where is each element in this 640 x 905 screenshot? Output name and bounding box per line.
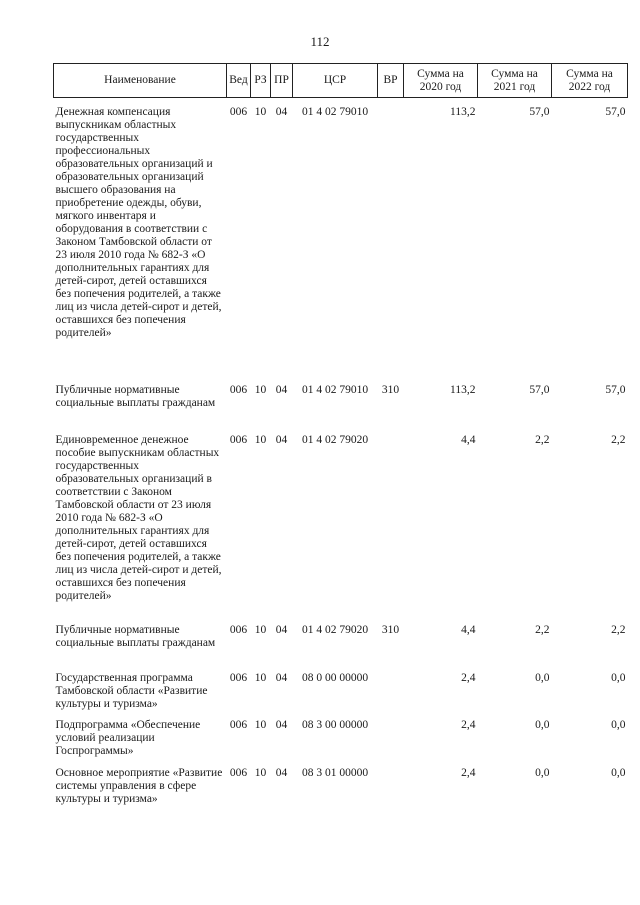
row-vr: 310	[381, 384, 400, 396]
row-name: Единовременное денежное пособие выпускникам областных государственных образовательных организаций в соответствии с Законом Тамбовской области от 23 июля 2010 года № 682-З «О дополнительных гарантиях для детей-сирот, детей оставшихся без попечения родителей, а также лиц из числа детей-сирот и детей, оставшихся без попечения родителей»	[55, 434, 222, 602]
row-pr: 04	[275, 384, 288, 396]
row-ved: 006	[229, 624, 248, 636]
row-sum-2022: 2,2	[611, 434, 626, 446]
row-sum-2021: 57,0	[529, 106, 550, 118]
row-pr: 04	[275, 434, 288, 446]
page-number: 112	[310, 34, 330, 49]
header-ved: Вед	[227, 64, 251, 98]
row-vr	[378, 672, 404, 719]
row-sum-2021: 57,0	[529, 384, 550, 396]
row-sum-2022: 0,0	[611, 767, 626, 779]
row-pr: 04	[275, 767, 288, 779]
row-csr: 01 4 02 79020	[301, 434, 369, 446]
row-sum-2022: 0,0	[611, 672, 626, 684]
row-sum-2022: 2,2	[611, 624, 626, 636]
row-sum-2020: 113,2	[450, 384, 476, 396]
row-csr: 08 3 01 00000	[301, 767, 369, 779]
row-vr	[378, 767, 404, 815]
row-pr: 04	[275, 719, 288, 731]
row-sum-2022: 57,0	[605, 106, 626, 118]
row-pr: 04	[275, 624, 288, 636]
header-sum-2022: Сумма на 2022 год	[552, 64, 628, 98]
row-ved: 006	[229, 434, 248, 446]
row-ved: 006	[229, 384, 248, 396]
table-row	[54, 434, 628, 624]
row-sum-2020: 2,4	[461, 767, 476, 779]
row-rz: 10	[254, 434, 267, 446]
row-ved: 006	[229, 106, 248, 118]
row-rz: 10	[254, 384, 267, 396]
table-row	[54, 106, 628, 384]
table-row	[54, 767, 628, 815]
header-pr: ПР	[271, 64, 293, 98]
row-csr: 01 4 02 79020	[301, 624, 369, 636]
row-sum-2021: 0,0	[535, 767, 550, 779]
row-name: Денежная компенсация выпускникам областных государственных профессиональных образовательных организаций и образовательных организаций высшего образования на приобретение одежды, обуви, мягкого инвентаря и оборудования в соответствии с Законом Тамбовской области от 23 июля 2010 года № 682-З «О дополнительных гарантиях для детей-сирот, детей оставшихся без попечения родителей, а также лиц из числа детей-сирот и детей, оставшихся без попечения родителей»	[55, 106, 222, 339]
row-csr: 08 3 00 00000	[301, 719, 369, 731]
row-rz: 10	[254, 672, 267, 684]
table-row	[54, 384, 628, 434]
row-sum-2020: 4,4	[461, 624, 476, 636]
row-name: Публичные нормативные социальные выплаты гражданам	[55, 384, 216, 409]
row-sum-2022: 57,0	[605, 384, 626, 396]
row-rz: 10	[254, 106, 267, 118]
row-csr: 01 4 02 79010	[301, 106, 369, 118]
row-name: Публичные нормативные социальные выплаты гражданам	[55, 624, 216, 649]
row-rz: 10	[254, 624, 267, 636]
row-vr	[378, 106, 404, 384]
table-row	[54, 719, 628, 767]
header-sum-2021: Сумма на 2021 год	[478, 64, 552, 98]
budget-table	[53, 63, 628, 815]
row-sum-2021: 0,0	[535, 719, 550, 731]
table-row	[54, 672, 628, 719]
row-sum-2020: 4,4	[461, 434, 476, 446]
row-sum-2021: 2,2	[535, 434, 550, 446]
row-rz: 10	[254, 767, 267, 779]
row-vr	[378, 719, 404, 767]
row-sum-2020: 2,4	[461, 672, 476, 684]
header-vr: ВР	[378, 64, 404, 98]
row-csr: 01 4 02 79010	[301, 384, 369, 396]
row-name: Государственная программа Тамбовской области «Развитие культуры и туризма»	[55, 672, 208, 710]
row-name: Основное мероприятие «Развитие системы управления в сфере культуры и туризма»	[55, 767, 223, 805]
header-csr: ЦСР	[293, 64, 378, 98]
header-rz: РЗ	[251, 64, 271, 98]
row-sum-2022: 0,0	[611, 719, 626, 731]
header-sum-2020: Сумма на 2020 год	[404, 64, 478, 98]
row-ved: 006	[229, 767, 248, 779]
row-sum-2021: 0,0	[535, 672, 550, 684]
row-csr: 08 0 00 00000	[301, 672, 369, 684]
row-sum-2020: 113,2	[450, 106, 476, 118]
row-rz: 10	[254, 719, 267, 731]
row-name: Подпрограмма «Обеспечение условий реализации Госпрограммы»	[55, 719, 201, 757]
row-vr: 310	[381, 624, 400, 636]
row-sum-2020: 2,4	[461, 719, 476, 731]
row-sum-2021: 2,2	[535, 624, 550, 636]
row-vr	[378, 434, 404, 624]
table-header-row	[54, 64, 628, 98]
header-name: Наименование	[54, 64, 227, 98]
table-row	[54, 624, 628, 672]
row-ved: 006	[229, 719, 248, 731]
row-pr: 04	[275, 672, 288, 684]
row-pr: 04	[275, 106, 288, 118]
row-ved: 006	[229, 672, 248, 684]
